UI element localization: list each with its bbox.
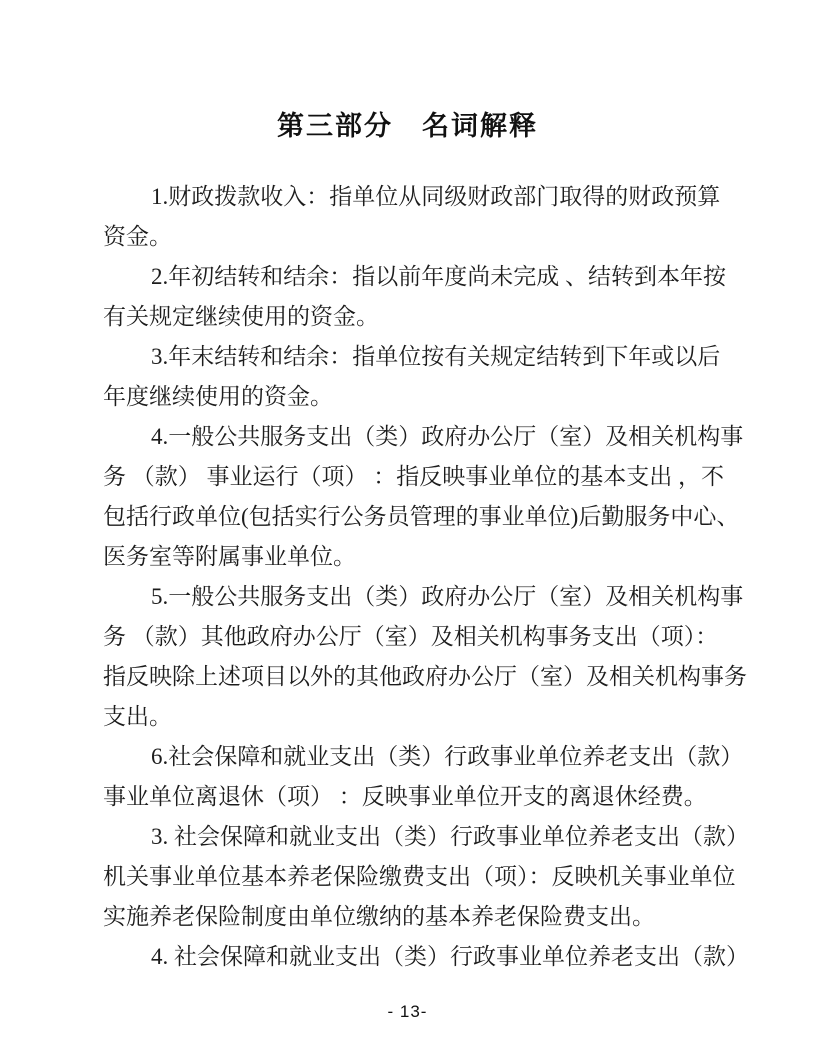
text-line: 医务室等附属事业单位。 [103,544,356,569]
text-line: 资金。 [103,224,172,249]
document-body [103,177,749,977]
text-line: 4. 社会保障和就业支出（类）行政事业单位养老支出（款） [151,944,749,969]
text-line: 务 （款）其他政府办公厅（室）及相关机构事务支出（项）： [103,624,719,649]
page-number: - 13- [387,1002,428,1021]
text-line: 6.社会保障和就业支出（类）行政事业单位养老支出（款） [151,744,744,769]
text-line: 机关事业单位基本养老保险缴费支出（项）：反映机关事业单位 [103,864,736,889]
text-line: 事业单位离退休（项） ：反映事业单位开支的离退休经费。 [103,784,707,809]
page-title: 第三部分 名词解释 [277,111,538,142]
text-line: 3.年末结转和结余：指单位按有关规定结转到下年或以后 [151,344,721,369]
text-line: 指反映除上述项目以外的其他政府办公厅（室）及相关机构事务 [103,664,747,689]
text-line: 包括行政单位(包括实行公务员管理的事业单位)后勤服务中心、 [103,504,740,529]
text-line: 5.一般公共服务支出（类）政府办公厅（室）及相关机构事 [151,584,744,609]
text-line: 务 （款） 事业运行（项） ：指反映事业单位的基本支出 ，不 [103,464,724,489]
text-line: 实施养老保险制度由单位缴纳的基本养老保险费支出。 [103,904,655,929]
text-line: 3. 社会保障和就业支出（类）行政事业单位养老支出（款） [151,824,749,849]
text-line: 支出。 [103,704,172,729]
text-line: 年度继续使用的资金。 [103,384,333,409]
text-line: 有关规定继续使用的资金。 [103,304,379,329]
text-line: 1.财政拨款收入：指单位从同级财政部门取得的财政预算 [151,184,721,209]
text-line: 2.年初结转和结余：指以前年度尚未完成 、结转到本年按 [151,264,726,289]
text-line: 4.一般公共服务支出（类）政府办公厅（室）及相关机构事 [151,424,744,449]
